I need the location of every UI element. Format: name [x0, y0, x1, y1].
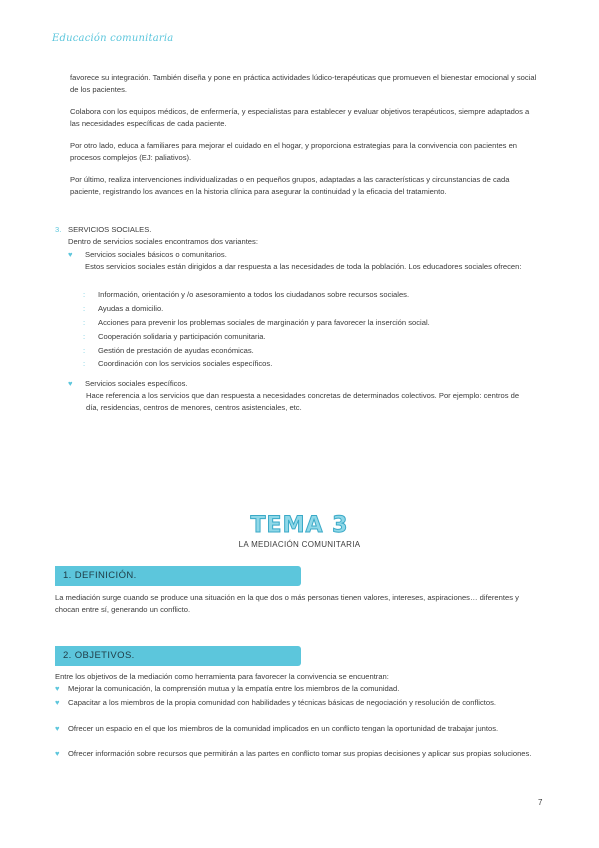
objectives-intro: Entre los objetivos de la mediación como herramienta para favorecer la convivencia se encuentran:: [55, 672, 389, 681]
paragraph: Por último, realiza intervenciones individualizadas o en pequeños grupos, adaptadas a las características y circunstancias de cada paciente, registrando los avances en la historia clínica para asegurar la continuidad y la eficacia del tratamiento.: [70, 175, 510, 196]
colon-bullet-icon: :: [83, 346, 86, 355]
section-heading: 1. DEFINICIÓN.: [63, 570, 137, 581]
variant-title: Servicios sociales específicos.: [85, 379, 188, 388]
list-item: Coordinación con los servicios sociales específicos.: [98, 359, 273, 368]
heart-bullet-icon: ♥: [55, 749, 60, 758]
section-heading-bar: [55, 566, 301, 586]
heart-bullet-icon: ♥: [68, 250, 73, 259]
section-intro: Dentro de servicios sociales encontramos dos variantes:: [68, 237, 258, 246]
colon-bullet-icon: :: [83, 290, 86, 299]
list-item: Ofrecer información sobre recursos que permitirán a las partes en conflicto tomar sus propias decisiones y aplicar sus propias soluciones.: [68, 749, 532, 758]
list-item: Ayudas a domicilio.: [98, 304, 164, 313]
definition-text: La mediación surge cuando se produce una situación en la que dos o más personas tienen valores, intereses, aspiraciones… diferentes y chocan entre sí, generando un conflicto.: [55, 593, 519, 614]
paragraph: favorece su integración. También diseña y pone en práctica actividades lúdico-terapéuticas que promueven el bienestar emocional y social de los pacientes.: [70, 73, 537, 94]
list-item: Capacitar a los miembros de la propia comunidad con habilidades y técnicas básicas de negociación y resolución de conflictos.: [68, 698, 497, 707]
colon-bullet-icon: :: [83, 359, 86, 368]
list-item: Acciones para prevenir los problemas sociales de marginación y para favorecer la inserción social.: [98, 318, 430, 327]
list-item: Cooperación solidaria y participación comunitaria.: [98, 332, 266, 341]
section-number: 3.: [55, 225, 62, 234]
paragraph: Por otro lado, educa a familiares para mejorar el cuidado en el hogar, y proporciona estrategias para la convivencia con pacientes en procesos complejos (EJ: paliativos).: [70, 141, 518, 162]
variant-description: Hace referencia a los servicios que dan respuesta a necesidades concretas de determinados colectivos. Por ejemplo: centros de día, residencias, centros de menores, centros asistenciales, etc.: [86, 391, 520, 412]
colon-bullet-icon: :: [83, 318, 86, 327]
page-number: 7: [538, 798, 543, 807]
tema-title: TEMA 3: [250, 513, 349, 538]
header-title: Educación comunitaria: [52, 33, 174, 44]
variant-title: Servicios sociales básicos o comunitarios.: [85, 250, 227, 259]
section-title: SERVICIOS SOCIALES.: [68, 225, 152, 234]
list-item: Ofrecer un espacio en el que los miembros de la comunidad implicados en un conflicto tengan la oportunidad de trabajar juntos.: [68, 724, 499, 733]
paragraph: Colabora con los equipos médicos, de enfermería, y especialistas para establecer y evaluar objetivos terapéuticos, siempre adaptados a las necesidades específicas de cada paciente.: [70, 107, 530, 128]
heart-bullet-icon: ♥: [68, 379, 73, 388]
list-item: Mejorar la comunicación, la comprensión mutua y la empatía entre los miembros de la comunidad.: [68, 684, 400, 693]
heart-bullet-icon: ♥: [55, 724, 60, 733]
heart-bullet-icon: ♥: [55, 684, 60, 693]
heart-bullet-icon: ♥: [55, 698, 60, 707]
section-heading: 2. OBJETIVOS.: [63, 650, 135, 661]
colon-bullet-icon: :: [83, 304, 86, 313]
list-item: Gestión de prestación de ayudas económicas.: [98, 346, 254, 355]
section-heading-bar: [55, 646, 301, 666]
tema-subtitle: LA MEDIACIÓN COMUNITARIA: [238, 540, 361, 549]
list-item: Información, orientación y /o asesoramiento a todos los ciudadanos sobre recursos sociales.: [98, 290, 410, 299]
variant-description: Estos servicios sociales están dirigidos a dar respuesta a las necesidades de toda la población. Los educadores sociales ofrecen:: [85, 262, 522, 271]
colon-bullet-icon: :: [83, 332, 86, 341]
